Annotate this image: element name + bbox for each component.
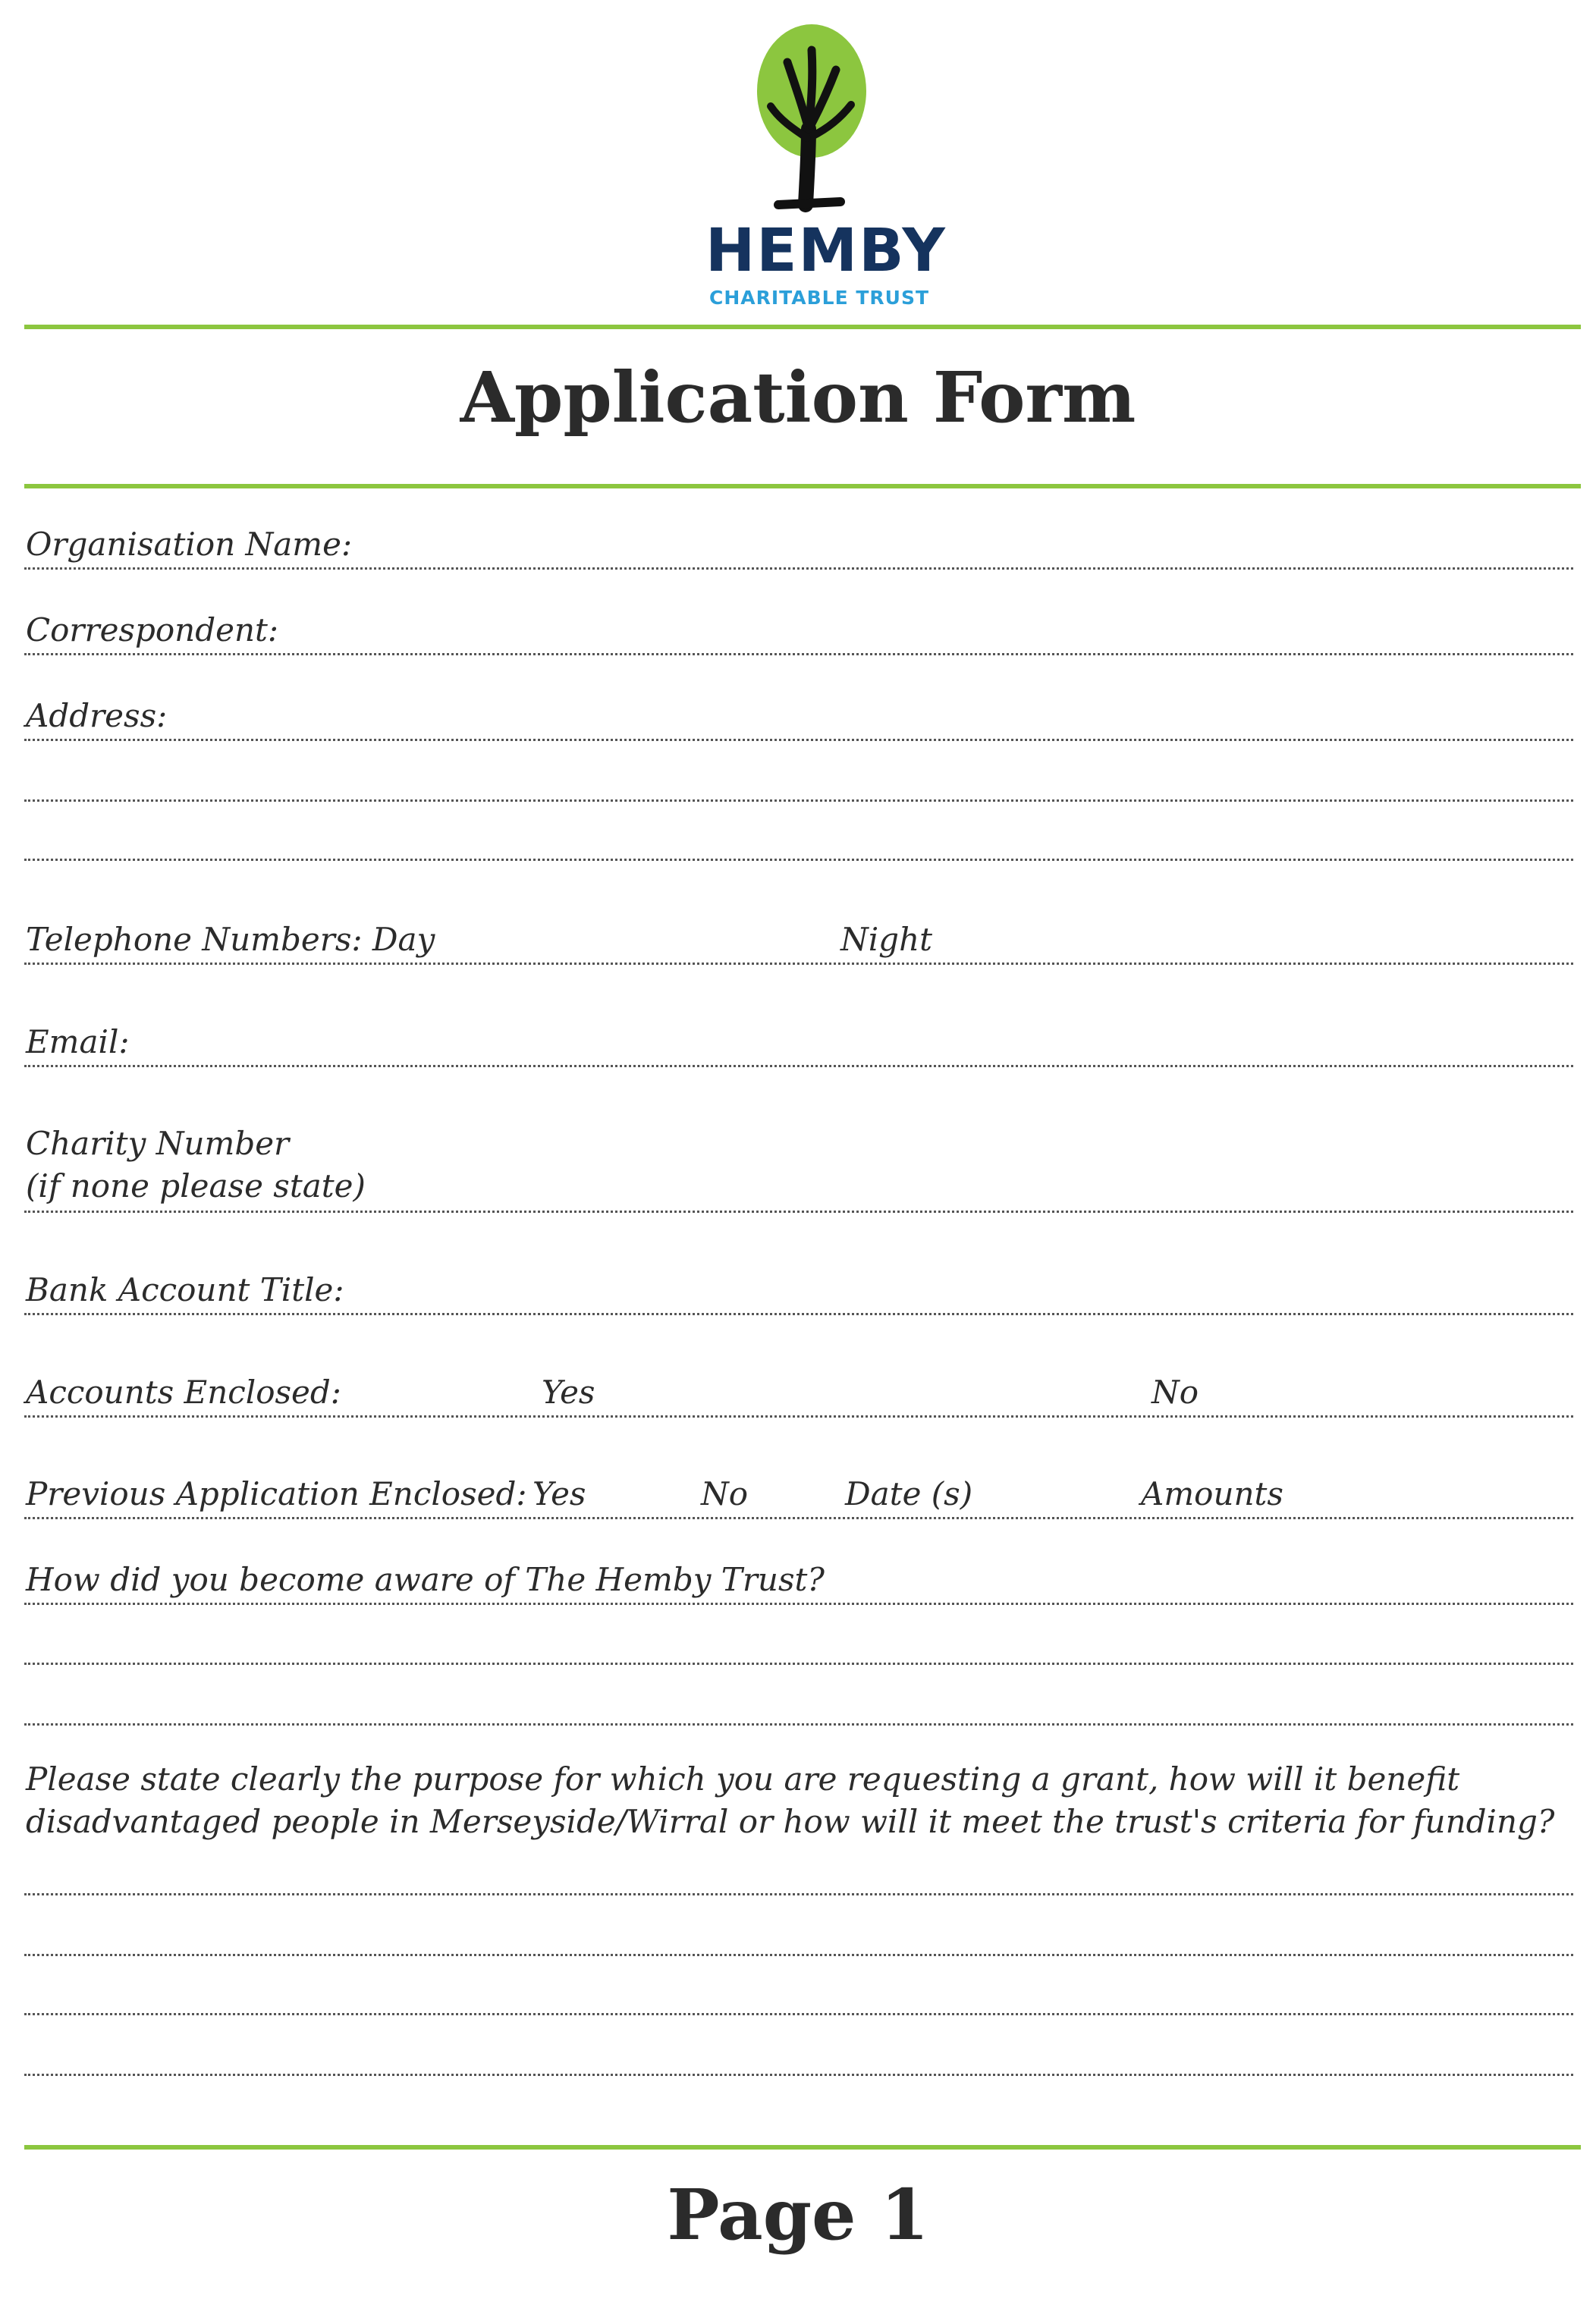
charity-number-line[interactable] (24, 1211, 1573, 1213)
organisation-name-label: Organisation Name: (26, 526, 353, 563)
address-label: Address: (26, 697, 168, 734)
accounts-enclosed-yes[interactable]: Yes (542, 1374, 595, 1411)
page-title: Application Form (460, 356, 1136, 438)
header-divider-top (24, 325, 1581, 329)
logo-wordmark: HEMBY (705, 217, 947, 285)
correspondent-label: Correspondent: (26, 611, 279, 649)
previous-application-no[interactable]: No (701, 1475, 749, 1512)
telephone-line[interactable] (24, 963, 1573, 965)
purpose-question-line-1: Please state clearly the purpose for which you are requesting a grant, how will it benefit (26, 1760, 1460, 1798)
correspondent-line[interactable] (24, 653, 1573, 655)
bank-account-title-line[interactable] (24, 1313, 1573, 1315)
awareness-line-3[interactable] (24, 1723, 1573, 1726)
purpose-question-line-2: disadvantaged people in Merseyside/Wirral or how will it meet the trust's criteria for funding? (26, 1803, 1555, 1840)
hemby-logo (705, 23, 947, 309)
tree-logo-icon (705, 23, 933, 212)
previous-application-label: Previous Application Enclosed: (26, 1475, 527, 1512)
address-line-2[interactable] (24, 799, 1573, 802)
footer-divider (24, 2145, 1581, 2150)
address-line-3[interactable] (24, 859, 1573, 861)
awareness-line-1[interactable] (24, 1603, 1573, 1605)
awareness-question: How did you become aware of The Hemby Trust? (26, 1561, 825, 1598)
charity-number-label: Charity Number (26, 1125, 290, 1162)
bank-account-title-label: Bank Account Title: (26, 1271, 344, 1308)
previous-application-yes[interactable]: Yes (533, 1475, 586, 1512)
previous-application-amounts: Amounts (1141, 1475, 1283, 1512)
previous-application-line[interactable] (24, 1517, 1573, 1519)
header-divider-bottom (24, 484, 1581, 488)
accounts-enclosed-no[interactable]: No (1151, 1374, 1199, 1411)
purpose-line-2[interactable] (24, 1954, 1573, 1956)
page-number: Page 1 (667, 2174, 929, 2256)
charity-number-note: (if none please state) (26, 1167, 366, 1204)
awareness-line-2[interactable] (24, 1663, 1573, 1665)
purpose-line-1[interactable] (24, 1893, 1573, 1895)
email-label: Email: (26, 1023, 130, 1060)
address-line-1[interactable] (24, 739, 1573, 741)
purpose-line-4[interactable] (24, 2074, 1573, 2076)
telephone-night-label: Night (840, 921, 932, 958)
accounts-enclosed-label: Accounts Enclosed: (26, 1374, 341, 1411)
accounts-enclosed-line (24, 1415, 1573, 1418)
previous-application-dates: Date (s) (845, 1475, 973, 1512)
logo-subtitle: CHARITABLE TRUST (708, 287, 930, 309)
organisation-name-line[interactable] (24, 567, 1573, 570)
purpose-line-3[interactable] (24, 2013, 1573, 2015)
telephone-day-label: Telephone Numbers: Day (26, 921, 435, 958)
email-line[interactable] (24, 1065, 1573, 1067)
